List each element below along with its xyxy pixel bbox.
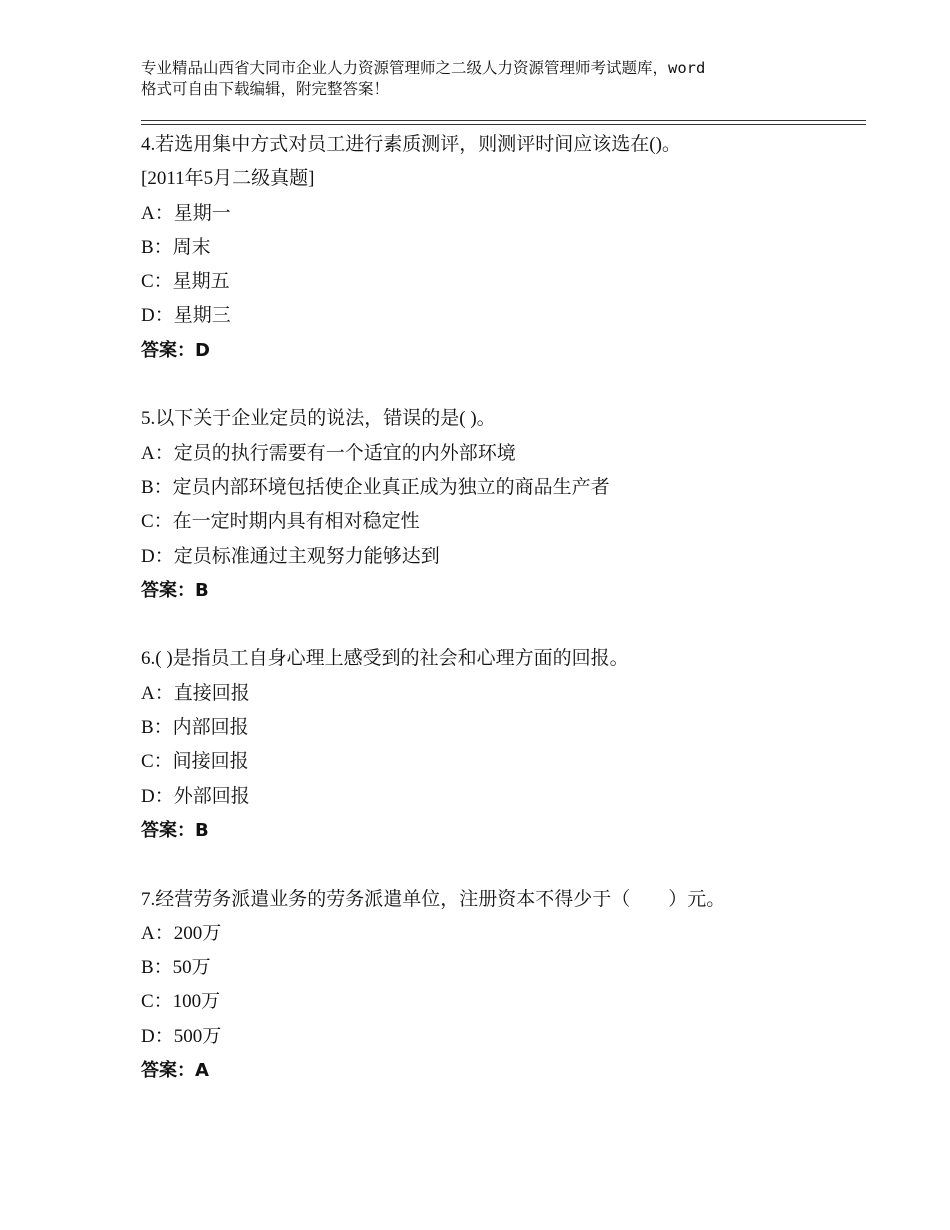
option-a: A：定员的执行需要有一个适宜的内外部环境 — [141, 442, 516, 464]
question-list — [141, 128, 866, 1088]
question-title: 7.经营劳务派遣业务的劳务派遣单位，注册资本不得少于（ ）元。 — [141, 888, 726, 910]
option-c: C：间接回报 — [141, 751, 249, 773]
header-divider-bottom — [141, 124, 866, 125]
answer-label: 答案：B — [141, 579, 209, 601]
option-b: B：内部回报 — [141, 717, 249, 739]
question-title: 6.( )是指员工自身心理上感受到的社会和心理方面的回报。 — [141, 648, 629, 670]
document-header — [141, 58, 841, 100]
option-c: C：在一定时期内具有相对稳定性 — [141, 511, 420, 533]
option-b: B：定员内部环境包括使企业真正成为独立的商品生产者 — [141, 476, 610, 498]
option-d: D：500万 — [141, 1025, 222, 1047]
question-source: [2011年5月二级真题] — [141, 168, 315, 190]
option-a: A：直接回报 — [141, 682, 250, 704]
spacer — [141, 368, 866, 402]
question-7 — [141, 883, 866, 1089]
option-d: D：外部回报 — [141, 785, 250, 807]
answer-label: 答案：B — [141, 819, 209, 841]
option-a: A：星期一 — [141, 202, 231, 224]
spacer — [141, 848, 866, 882]
question-title: 5.以下关于企业定员的说法，错误的是( )。 — [141, 408, 496, 430]
option-d: D：定员标准通过主观努力能够达到 — [141, 545, 440, 567]
option-a: A：200万 — [141, 922, 222, 944]
option-b: B：50万 — [141, 957, 211, 979]
answer-label: 答案：A — [141, 1060, 209, 1082]
question-5 — [141, 402, 866, 608]
header-line-2: 格式可自由下载编辑，附完整答案！ — [141, 80, 390, 98]
question-4 — [141, 128, 866, 368]
header-line-1: 专业精品山西省大同市企业人力资源管理师之二级人力资源管理师考试题库，word — [141, 59, 706, 77]
option-b: B：周末 — [141, 236, 211, 258]
header-divider-top — [141, 120, 866, 121]
question-title: 4.若选用集中方式对员工进行素质测评，则测评时间应该选在()。 — [141, 134, 681, 155]
question-6 — [141, 642, 866, 848]
option-c: C：100万 — [141, 991, 221, 1013]
option-d: D：星期三 — [141, 305, 231, 327]
spacer — [141, 608, 866, 642]
answer-label: 答案：D — [141, 339, 210, 361]
option-c: C：星期五 — [141, 271, 230, 293]
